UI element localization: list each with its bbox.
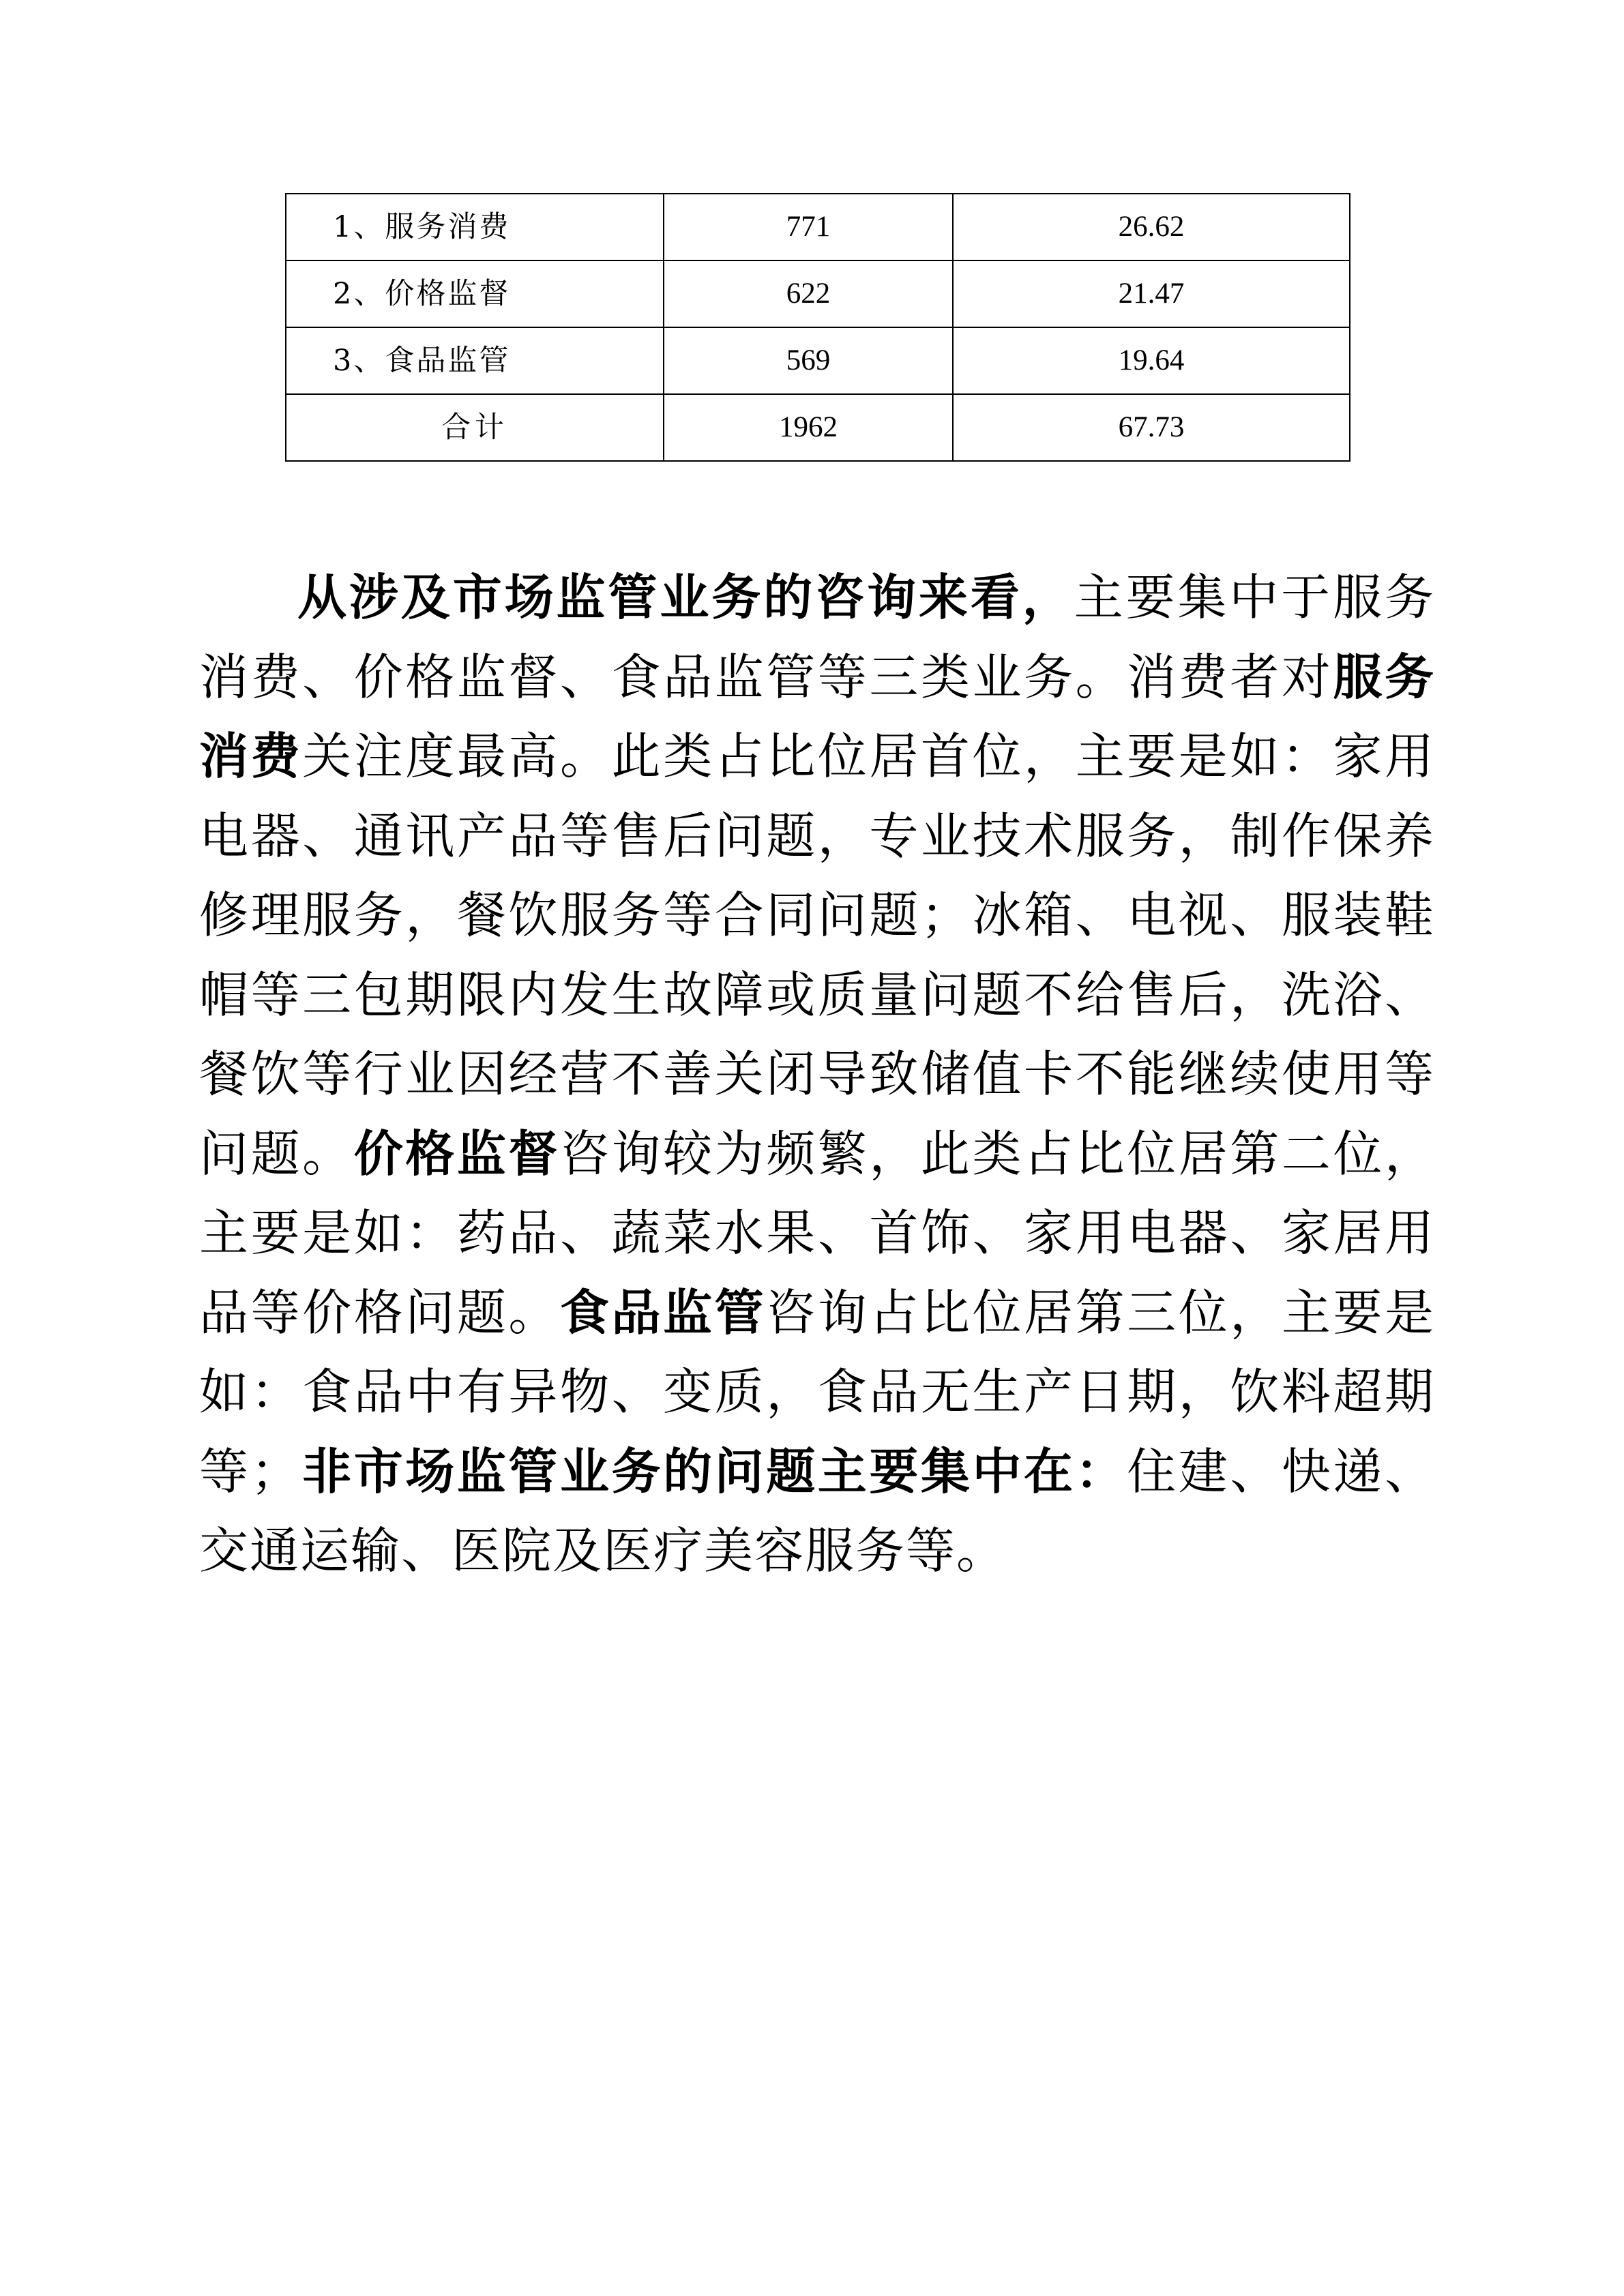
text-segment: 主要集中于服务消费、价格监督、食品监管等三类业务。消费者对 [199,569,1435,706]
table-row [286,194,1350,260]
total-percent: 67.73 [953,394,1350,461]
text-segment: 住建、快递、交通运输、医院及医疗美容服务等。 [199,1442,1435,1579]
text-segment: 咨询较为频繁，此类占比位居第二位，主要是如：药品、蔬菜水果、首饰、家用电器、家居用品等价格问题。 [199,1124,1435,1341]
bold-non-market-issues: 非市场监管业务的问题主要集中在： [301,1442,1127,1500]
row-count: 622 [664,260,953,327]
total-count: 1962 [664,394,953,461]
text-segment: 咨询占比位居第三位，主要是如：食品中有异物、变质，食品无生产日期，饮料超期等； [199,1283,1435,1500]
row-label: 3、食品监管 [286,327,664,394]
bold-food-regulation: 食品监管 [559,1283,767,1341]
analysis-paragraph [199,558,1435,1591]
text-segment: 关注度最高。此类占比位居首位，主要是如：家用电器、通讯产品等售后问题，专业技术服务，制作保养修理服务，餐饮服务等合同问题；冰箱、电视、服装鞋帽等三包期限内发生故障或质量问题不给售后，洗浴、餐饮等行业因经营不善关闭导致储值卡不能继续使用等问题。 [199,728,1435,1182]
row-percent: 21.47 [953,260,1350,327]
row-count: 569 [664,327,953,394]
row-count: 771 [664,194,953,260]
bold-intro: 从涉及市场监管业务的咨询来看， [297,569,1074,626]
row-percent: 19.64 [953,327,1350,394]
row-percent: 26.62 [953,194,1350,260]
table-total-row [286,394,1350,461]
consultation-stats-table [285,193,1350,462]
bold-service-consumption: 服务消费 [199,648,1435,785]
total-label: 合计 [286,394,664,461]
table-row [286,260,1350,327]
bold-price-supervision: 价格监督 [353,1124,560,1182]
row-label: 1、服务消费 [286,194,664,260]
table-row [286,327,1350,394]
row-label: 2、价格监督 [286,260,664,327]
